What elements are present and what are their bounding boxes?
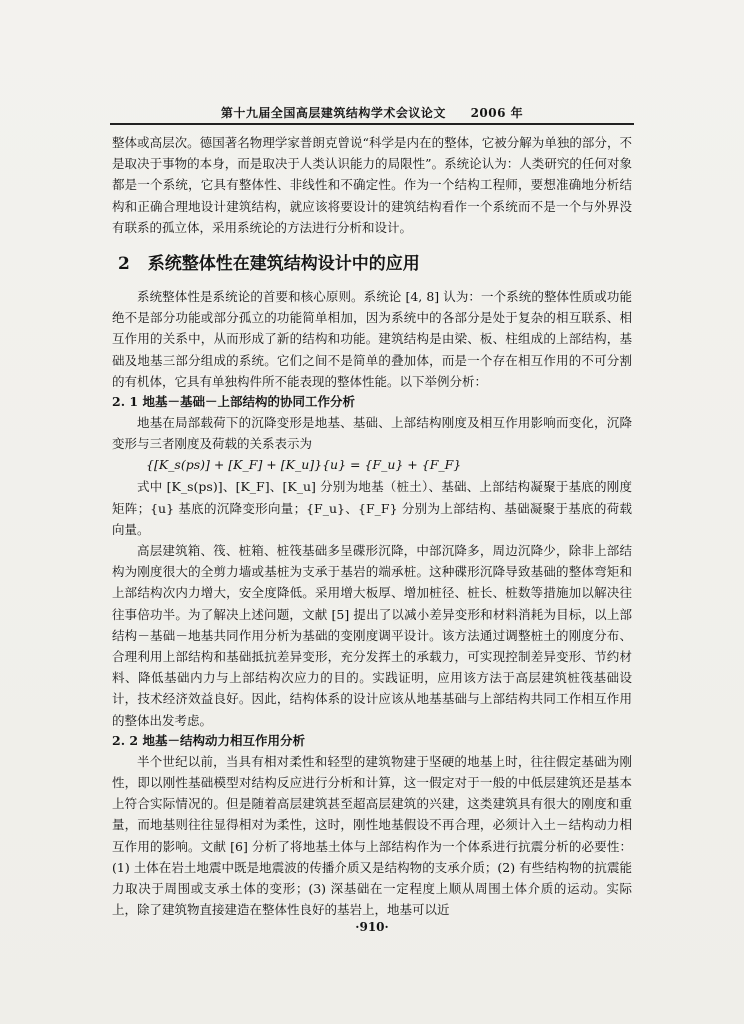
running-header [112,104,632,124]
header-rule [110,123,634,125]
subsection-2-1-paragraph-3: 高层建筑箱、筏、桩箱、桩筏基础多呈碟形沉降，中部沉降多，周边沉降少，除非上部结构为刚度很大的全剪力墙或基桩为支承于基岩的端承桩。这种碟形沉降导致基础的整体弯矩和上部结构次内力增大，安全度降低。采用增大板厚、增加桩径、桩长、桩数等措施加以解决往往事倍功半。为了解决上述问题，文献 [5] 提出了以减小差异变形和材料消耗为目标，以上部结构－基础－地基共同作用分析为基础的变刚度调平设计。该方法通过调整桩土的刚度分布、合理利用上部结构和基础抵抗差异变形，充分发挥土的承载力，可实现控制差异变形、节约材料、降低基础内力与上部结构次应力的目的。实践证明，应用该方法于高层建筑桩筏基础设计，技术经济效益良好。因此，结构体系的设计应该从地基基础与上部结构共同工作相互作用的整体出发考虑。 [112,543,632,728]
section-paragraph: 系统整体性是系统论的首要和核心原则。系统论 [4, 8] 认为：一个系统的整体性质或功能绝不是部分功能或部分孤立的功能简单相加，因为系统中的各部分是处于复杂的相互联系、相互作用的关系中，从而形成了新的结构和功能。建筑结构是由梁、板、柱组成的上部结构，基础及地基三部分组成的系统。它们之间不是简单的叠加体，而是一个存在相互作用的不可分割的有机体，它具有单独构件所不能表现的整体性能。以下举例分析： [112,289,632,389]
section-heading [118,252,632,276]
subsection-heading-2-1: 2. 1 地基－基础－上部结构的协同工作分析 [112,394,355,410]
intro-paragraph: 整体或高层次。德国著名物理学家普朗克曾说“科学是内在的整体，它被分解为单独的部分，不是取决于事物的本身，而是取决于人类认识能力的局限性”。系统论认为：人类研究的任何对象都是一个系统，它具有整体性、非线性和不确定性。作为一个结构工程师，要想准确地分析结构和正确合理地设计建筑结构，就应该将要设计的建筑结构看作一个系统而不是一个与外界没有联系的孤立体，采用系统论的方法进行分析和设计。 [112,135,632,235]
subsection-2-1-paragraph-2: 式中 [K_s(ps)]、[K_F]、[K_u] 分别为地基（桩土）、基础、上部结构凝聚于基底的刚度矩阵；{u} 基底的沉降变形向量；{F_u}、{F_F} 分别为上部结构、基础凝聚于基底的荷载向量。 [112,479,632,537]
subsection-2-2-paragraph: 半个世纪以前，当具有相对柔性和轻型的建筑物建于坚硬的地基上时，往往假定基础为刚性，即以刚性基础模型对结构反应进行分析和计算，这一假定对于一般的中低层建筑还是基本上符合实际情况的。但是随着高层建筑甚至超高层建筑的兴建，这类建筑具有很大的刚度和重量，而地基则往往显得相对为柔性，这时，刚性地基假设不再合理，必须计入土－结构动力相互作用的影响。文献 [6] 分析了将地基土体与上部结构作为一个体系进行抗震分析的必要性：(1) 土体在岩土地震中既是地震波的传播介质又是结构物的支承介质；(2) 有些结构物的抗震能力取决于周围或支承土体的变形；(3) 深基础在一定程度上顺从周围土体介质的运动。实际上，除了建筑物直接建造在整体性良好的基岩上，地基可以近 [112,753,632,918]
header-year: 2006 年 [470,106,524,120]
subsection-heading-2-2: 2. 2 地基－结构动力相互作用分析 [112,732,305,748]
conference-title: 第十九届全国高层建筑结构学术会议论文 [220,106,446,120]
section-number: 2 [118,254,130,275]
equation: {[K_s(ps)] + [K_F] + [K_u]}{u} = {F_u} + {F_F} [146,457,462,473]
body-text [112,132,632,921]
section-title: 系统整体性在建筑结构设计中的应用 [147,254,420,275]
subsection-2-1-paragraph-1: 地基在局部载荷下的沉降变形是地基、基础、上部结构刚度及相互作用影响而变化，沉降变形与三者刚度及荷载的关系表示为 [112,415,632,452]
page-number: ·910· [355,920,389,934]
